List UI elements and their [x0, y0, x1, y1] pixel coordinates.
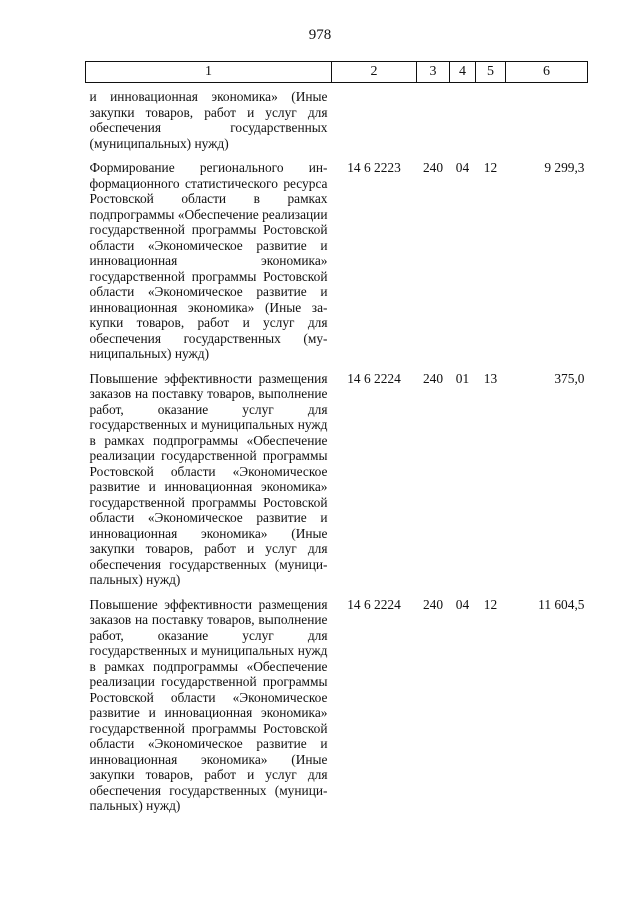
table-row [86, 597, 588, 823]
header-col-5: 5 [476, 62, 506, 83]
table-header [86, 62, 588, 83]
header-col-2: 2 [332, 62, 417, 83]
row-description: Повышение эффективности размещения заказов на поставку товаров, выполнение работ, оказание услуг для государственных и муниципальных нужд в рамках подпрограммы «Обеспечение реализации государственной программы Ростовской области «Экономическое развитие и инновационная экономика» государственной программы Ростовской области «Экономическое развитие и инновационная экономика» (Иные закупки товаров, работ и услуг для обеспечения государственных (муниципальных) нужд) [89, 370, 328, 587]
table-row [86, 371, 588, 597]
header-col-3: 3 [417, 62, 450, 83]
row-expense-type: 240 [422, 370, 444, 386]
row-section [450, 83, 476, 161]
row-section: 04 [455, 596, 470, 612]
row-subsection [476, 83, 506, 161]
row-target-code: 14 6 2224 [347, 596, 401, 612]
row-section: 01 [455, 370, 470, 386]
row-amount: 375,0 [554, 370, 585, 386]
row-expense-type: 240 [422, 596, 444, 612]
row-amount: 11 604,5 [538, 596, 585, 612]
table-row [86, 83, 588, 161]
row-target-code [332, 83, 417, 161]
row-expense-type [417, 83, 450, 161]
row-target-code: 14 6 2224 [347, 370, 401, 386]
row-amount [506, 83, 588, 161]
header-col-4: 4 [450, 62, 476, 83]
row-target-code: 14 6 2223 [347, 160, 401, 175]
row-description: Повышение эффективности размещения заказов на поставку товаров, выполнение работ, оказание услуг для государственных и муниципальных нужд в рамках подпрограммы «Обеспечение реализации государственной программы Ростовской области «Экономическое развитие и инновационная экономика» государственной программы Ростовской области «Экономическое развитие и инновационная экономика» (Иные закупки товаров, работ и услуг для обеспечения государственных (муниципальных) нужд) [89, 596, 328, 813]
header-col-6: 6 [506, 62, 588, 83]
row-description: Формирование регионального информационного статистического ресурса Ростовской области в рамках подпрограммы «Обеспечение реализации государственной программы Ростовской области «Экономическое развитие и инновационная экономика» государственной программы Ростовской области «Экономическое развитие и инновационная экономика» (Иные закупки товаров, работ и услуг для обеспечения государственных (муниципальных) нужд) [89, 160, 328, 361]
page-number: 978 [308, 27, 332, 43]
row-amount: 9 299,3 [544, 160, 585, 175]
row-description: и инновационная экономика» (Иные закупки товаров, работ и услуг для обеспечения государственных (муниципальных) нужд) [89, 89, 328, 151]
row-expense-type: 240 [422, 160, 444, 175]
row-subsection: 13 [483, 370, 498, 386]
budget-table [85, 61, 588, 823]
row-subsection: 12 [483, 596, 498, 612]
table-row [86, 160, 588, 371]
row-subsection: 12 [483, 160, 498, 175]
row-section: 04 [455, 160, 470, 175]
header-col-1: 1 [86, 62, 332, 83]
